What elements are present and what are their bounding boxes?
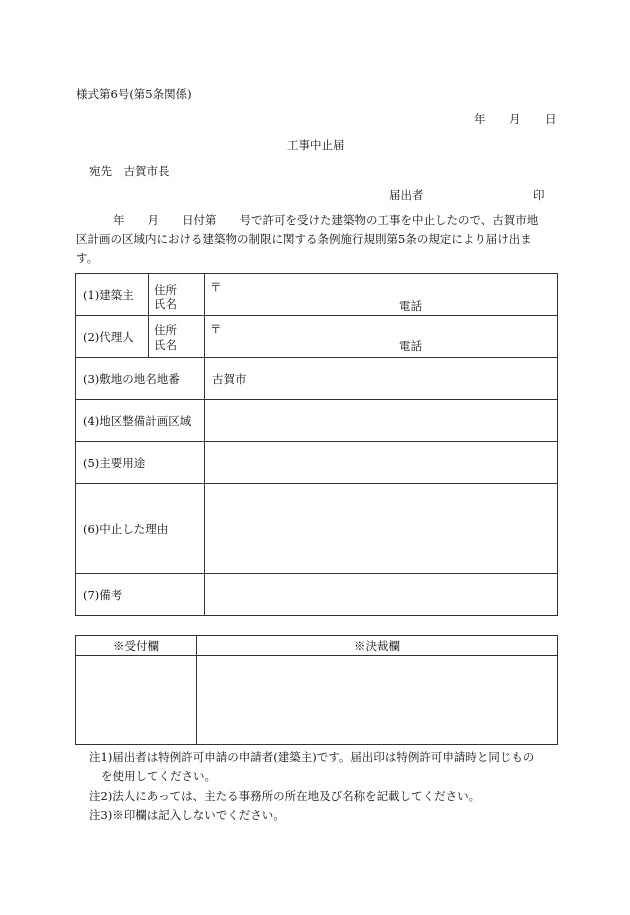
notifier-label: 届出者 (389, 188, 424, 202)
agent-address-name-labels (149, 316, 205, 358)
reception-header: ※受付欄 (76, 636, 197, 656)
postal-mark: 〒 (210, 322, 222, 336)
phone-label: 電話 (399, 299, 422, 313)
name-label: 氏名 (154, 338, 177, 352)
postal-mark: 〒 (210, 280, 222, 294)
district-value[interactable] (205, 400, 558, 442)
date-day: 日 (545, 112, 557, 126)
agent-label: (2)代理人 (76, 316, 149, 358)
site-label: (3)敷地の地名地番 (76, 358, 205, 400)
owner-row (76, 274, 558, 316)
owner-value[interactable] (205, 274, 558, 316)
agent-value[interactable] (205, 316, 558, 358)
reason-value[interactable] (205, 484, 558, 574)
address-label: 住所 (154, 283, 177, 297)
form-number: 様式第6号(第5条関係) (76, 87, 192, 101)
remarks-label: (7)備考 (76, 574, 205, 616)
note-1-line2: を使用してください。 (101, 769, 216, 783)
owner-label: (1)建築主 (76, 274, 149, 316)
form-title: 工事中止届 (287, 138, 345, 152)
body-text-line1: 年 月 日付第 号で許可を受けた建築物の工事を中止したので、古賀市地 (113, 213, 539, 227)
use-row (76, 442, 558, 484)
date-year: 年 (474, 112, 486, 126)
owner-address-name-labels (149, 274, 205, 316)
site-value[interactable]: 古賀市 (205, 358, 558, 400)
date-month: 月 (509, 112, 521, 126)
note-3: 注3)※印欄は記入しないでください。 (89, 808, 285, 822)
district-label: (4)地区整備計画区域 (76, 400, 205, 442)
reason-label: (6)中止した理由 (76, 484, 205, 574)
reception-cell (76, 656, 197, 745)
agent-row (76, 316, 558, 358)
decision-header: ※決裁欄 (197, 636, 558, 656)
office-body-row (76, 656, 558, 745)
seal-mark: 印 (533, 188, 545, 202)
addressee: 宛先 古賀市長 (89, 164, 170, 178)
office-header-row (76, 636, 558, 656)
note-2: 注2)法人にあっては、主たる事務所の所在地及び名称を記載してください。 (89, 789, 481, 803)
use-value[interactable] (205, 442, 558, 484)
note-1-line1: 注1)届出者は特例許可申請の申請者(建築主)です。届出印は特例許可申請時と同じもの (89, 750, 535, 764)
use-label: (5)主要用途 (76, 442, 205, 484)
decision-cell (197, 656, 558, 745)
reason-row (76, 484, 558, 574)
name-label: 氏名 (154, 297, 177, 311)
remarks-value[interactable] (205, 574, 558, 616)
site-row (76, 358, 558, 400)
address-label: 住所 (154, 323, 177, 337)
body-text-line2: 区計画の区域内における建築物の制限に関する条例施行規則第5条の規定により届け出ま (76, 232, 532, 246)
remarks-row (76, 574, 558, 616)
district-row (76, 400, 558, 442)
phone-label: 電話 (399, 339, 422, 353)
body-text-line3: す。 (76, 251, 99, 265)
notification-table (75, 273, 558, 616)
office-use-table (75, 635, 558, 745)
